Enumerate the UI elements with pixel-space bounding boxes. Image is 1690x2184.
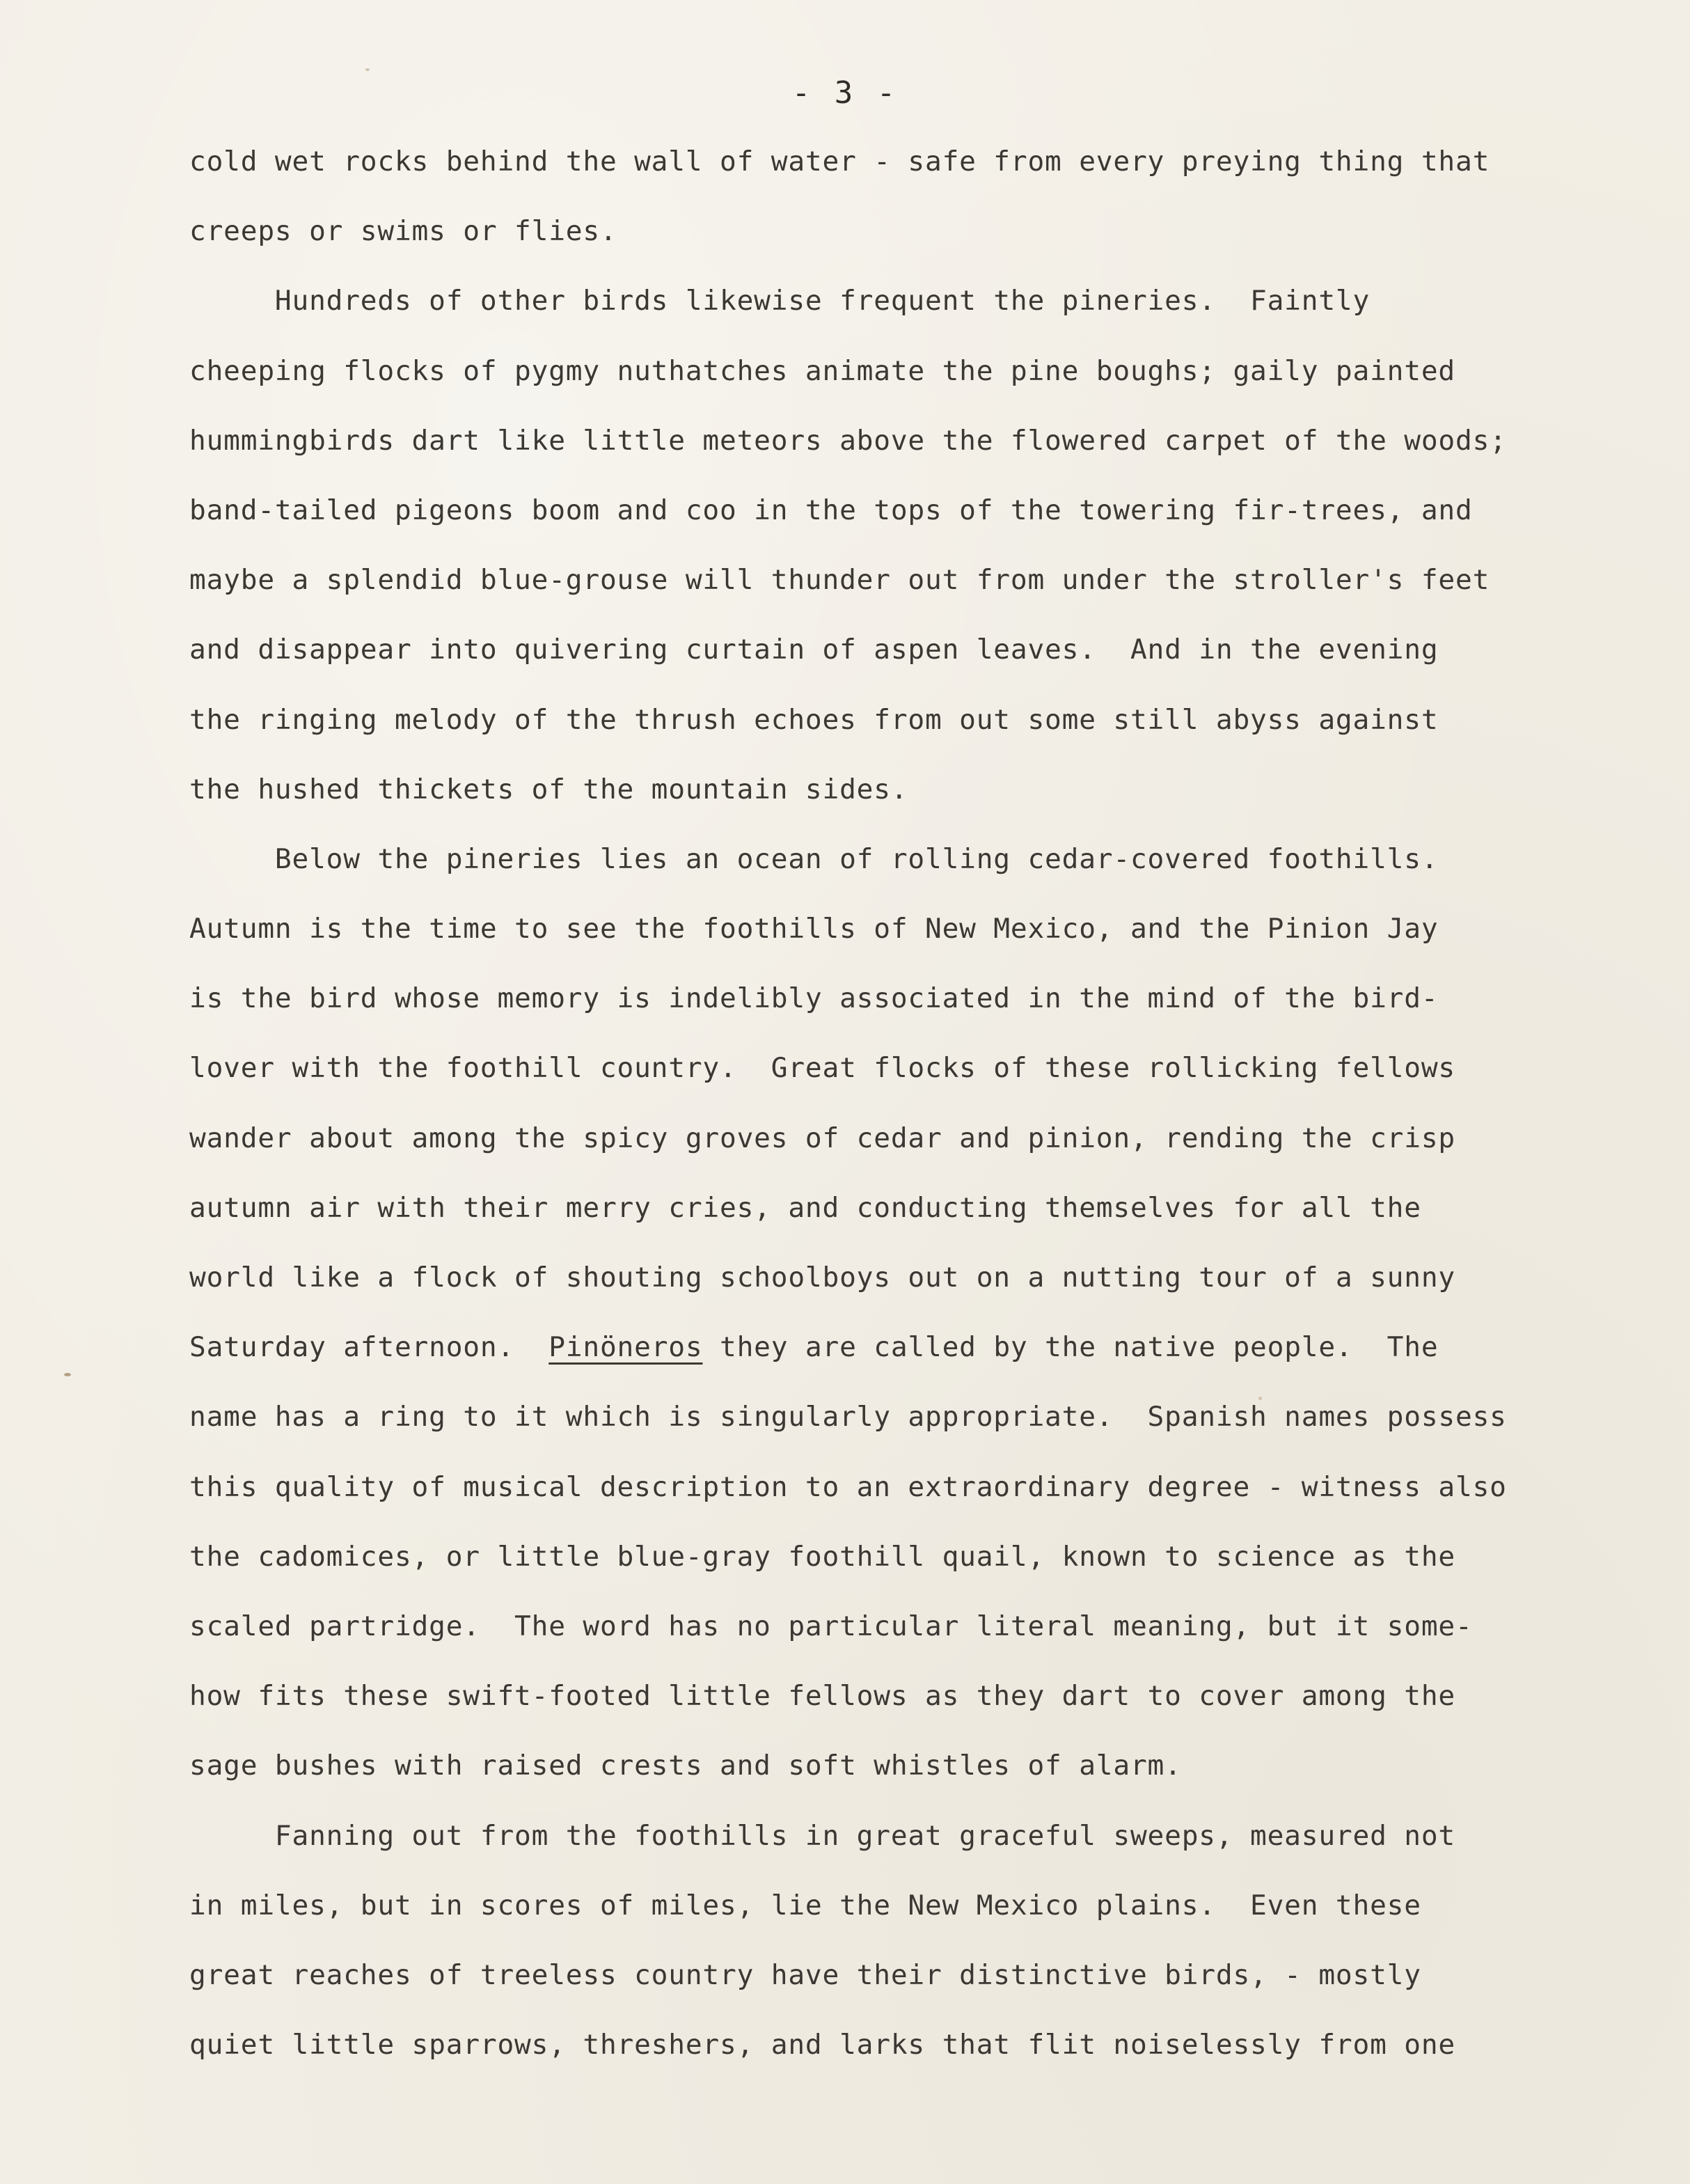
- text-line-3: Hundreds of other birds likewise frequent the pineries. Faintly: [189, 285, 1371, 317]
- text-line-18-start: Saturday afternoon.: [189, 1331, 549, 1364]
- text-line-18: [189, 1323, 1554, 1393]
- text-line-15: wander about among the spicy groves of cedar and pinion, rending the crisp: [189, 1122, 1455, 1154]
- paper-speck: [365, 68, 370, 71]
- text-line-26: in miles, but in scores of miles, lie the New Mexico plains. Even these: [189, 1889, 1421, 1922]
- text-line-7: maybe a splendid blue-grouse will thunder out from under the stroller's feet: [189, 564, 1490, 597]
- text-line-6: band-tailed pigeons boom and coo in the tops of the towering fir-trees, and: [189, 494, 1473, 526]
- text-line-27: great reaches of treeless country have their distinctive birds, - mostly: [189, 1958, 1421, 1991]
- text-line-13: is the bird whose memory is indelibly associated in the mind of the bird-: [189, 982, 1439, 1015]
- text-line-11: Below the pineries lies an ocean of rolling cedar-covered foothills.: [189, 842, 1439, 875]
- text-line-24: sage bushes with raised crests and soft whistles of alarm.: [189, 1750, 1182, 1782]
- text-line-18-end: they are called by the native people. The: [702, 1331, 1439, 1364]
- text-line-9: the ringing melody of the thrush echoes from out some still abyss against: [189, 703, 1439, 736]
- text-line-4: cheeping flocks of pygmy nuthatches animate the pine boughs; gaily painted: [189, 354, 1455, 387]
- text-line-28: quiet little sparrows, threshers, and larks that flit noiselessly from one: [189, 2029, 1455, 2061]
- text-line-2: creeps or swims or flies.: [189, 215, 617, 248]
- text-line-10: the hushed thickets of the mountain sides.: [189, 773, 908, 806]
- text-line-1: cold wet rocks behind the wall of water - safe from every preying thing that: [189, 146, 1490, 178]
- underlined-word: Pinöneros: [548, 1331, 703, 1364]
- text-line-14: lover with the foothill country. Great flocks of these rollicking fellows: [189, 1052, 1455, 1085]
- text-line-5: hummingbirds dart like little meteors above the flowered carpet of the woods;: [189, 424, 1507, 457]
- text-line-8: and disappear into quivering curtain of aspen leaves. And in the evening: [189, 634, 1439, 666]
- text-line-16: autumn air with their merry cries, and conducting themselves for all the: [189, 1191, 1421, 1224]
- text-line-19: name has a ring to it which is singularly appropriate. Spanish names possess: [189, 1401, 1507, 1433]
- text-line-20: this quality of musical description to an extraordinary degree - witness also: [189, 1470, 1507, 1503]
- text-line-12: Autumn is the time to see the foothills of New Mexico, and the Pinion Jay: [189, 913, 1439, 945]
- paper-speck: [1258, 1397, 1262, 1400]
- paper-speck: [64, 1373, 71, 1376]
- page-number: - 3 -: [791, 75, 899, 111]
- text-line-21: the cadomices, or little blue-gray foothill quail, known to science as the: [189, 1540, 1455, 1573]
- text-line-25: Fanning out from the foothills in great graceful sweeps, measured not: [189, 1819, 1455, 1852]
- text-line-23: how fits these swift-footed little fellows as they dart to cover among the: [189, 1680, 1455, 1713]
- text-line-22: scaled partridge. The word has no particular literal meaning, but it some-: [189, 1610, 1473, 1642]
- text-line-17: world like a flock of shouting schoolboys out on a nutting tour of a sunny: [189, 1262, 1455, 1294]
- typed-text-body: [189, 138, 1554, 2091]
